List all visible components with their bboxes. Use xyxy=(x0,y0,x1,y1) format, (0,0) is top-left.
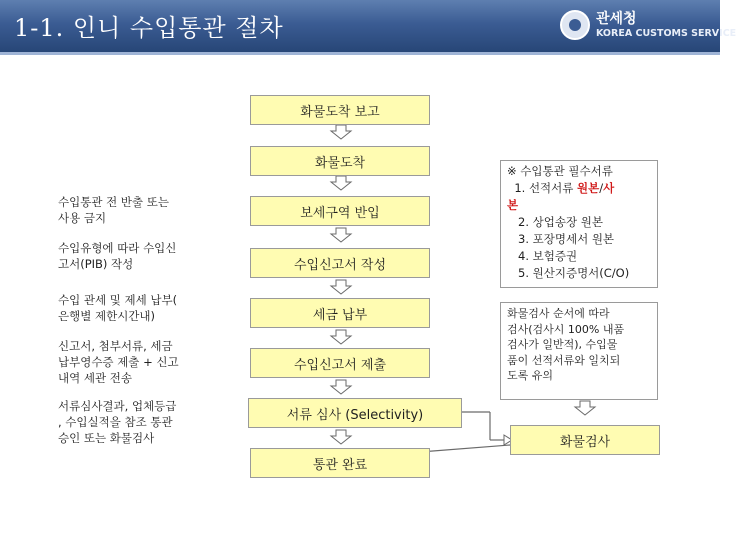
doc-separator: / xyxy=(599,181,604,195)
step-cargo-inspection: 화물검사 xyxy=(510,425,660,455)
customs-seal-icon xyxy=(560,10,590,40)
note-line: 수입통관 전 반출 또는 xyxy=(58,195,169,209)
required-doc-item: 2. 상업송장 원본 xyxy=(518,215,603,229)
step-tax-payment: 세금 납부 xyxy=(250,298,430,328)
flow-arrow-icon xyxy=(331,125,351,139)
step-document-review: 서류 심사 (Selectivity) xyxy=(248,398,462,428)
note-line: 사용 금지 xyxy=(58,211,107,225)
note-line: 신고서, 첨부서류, 세금 xyxy=(58,339,173,353)
note-submission xyxy=(58,338,242,386)
inspection-note-line: 검사가 일반적), 수입물 xyxy=(507,338,618,351)
flow-arrow-icon xyxy=(331,280,351,294)
doc-original-highlight: 원본 xyxy=(577,181,600,195)
note-bonded-area xyxy=(58,194,242,226)
flow-arrow-icon xyxy=(331,430,351,444)
header-divider xyxy=(0,52,720,55)
inspection-note-box xyxy=(500,302,658,400)
step-clearance-complete: 통관 완료 xyxy=(250,448,430,478)
required-documents-box xyxy=(500,160,658,288)
note-line: 서류심사결과, 업체등급 xyxy=(58,399,177,413)
page-title: 1-1. 인니 수입통관 절차 xyxy=(14,14,284,42)
doc-item-text: 1. 선적서류 xyxy=(514,181,578,195)
note-line: 내역 세관 전송 xyxy=(58,371,132,385)
header-bar xyxy=(0,0,736,52)
step-submit-declaration: 수입신고서 제출 xyxy=(250,348,430,378)
flow-arrow-icon xyxy=(331,330,351,344)
note-line: 수입유형에 따라 수입신 xyxy=(58,241,177,255)
inspection-note-line: 품이 선적서류와 일치되 xyxy=(507,353,621,367)
note-line: 수입 관세 및 제세 납부( xyxy=(58,293,178,307)
inspection-note-line: 검사(검사시 100% 내품 xyxy=(507,322,625,336)
step-bonded-area: 보세구역 반입 xyxy=(250,196,430,226)
step-write-declaration: 수입신고서 작성 xyxy=(250,248,430,278)
required-doc-item: 5. 원산지증명서(C/O) xyxy=(518,266,630,280)
required-doc-item: 3. 포장명세서 원본 xyxy=(518,232,615,246)
inspection-note-line: 도록 유의 xyxy=(507,369,554,382)
required-doc-item xyxy=(507,180,651,197)
note-tax xyxy=(58,292,242,324)
required-docs-heading: ※ 수입통관 필수서류 xyxy=(507,164,613,178)
doc-copy-highlight: 본 xyxy=(507,198,519,212)
inspection-note-line: 화물검사 순서에 따라 xyxy=(507,307,610,320)
step-arrival-report: 화물도착 보고 xyxy=(250,95,430,125)
logo-subtitle: KOREA CUSTOMS SERVICE xyxy=(596,28,736,39)
logo-name: 관세청 xyxy=(596,11,637,27)
doc-copy-highlight: 사 xyxy=(603,181,615,195)
note-line: 납부영수증 제출 + 신고 xyxy=(58,355,179,369)
note-declaration xyxy=(58,240,242,272)
flow-arrow-icon xyxy=(331,176,351,190)
note-line: 은행별 제한시간내) xyxy=(58,309,156,323)
note-line: 승인 또는 화물검사 xyxy=(58,431,155,445)
customs-logo xyxy=(560,6,736,46)
flow-arrow-icon xyxy=(331,228,351,242)
step-arrival: 화물도착 xyxy=(250,146,430,176)
flow-arrow-icon xyxy=(575,401,595,415)
note-line: , 수입실적을 참조 통관 xyxy=(58,415,173,429)
required-doc-item: 4. 보험증권 xyxy=(518,249,578,263)
note-line: 고서(PIB) 작성 xyxy=(58,257,134,271)
note-review xyxy=(58,398,242,446)
required-doc-item xyxy=(507,197,651,214)
flow-arrow-icon xyxy=(331,380,351,394)
